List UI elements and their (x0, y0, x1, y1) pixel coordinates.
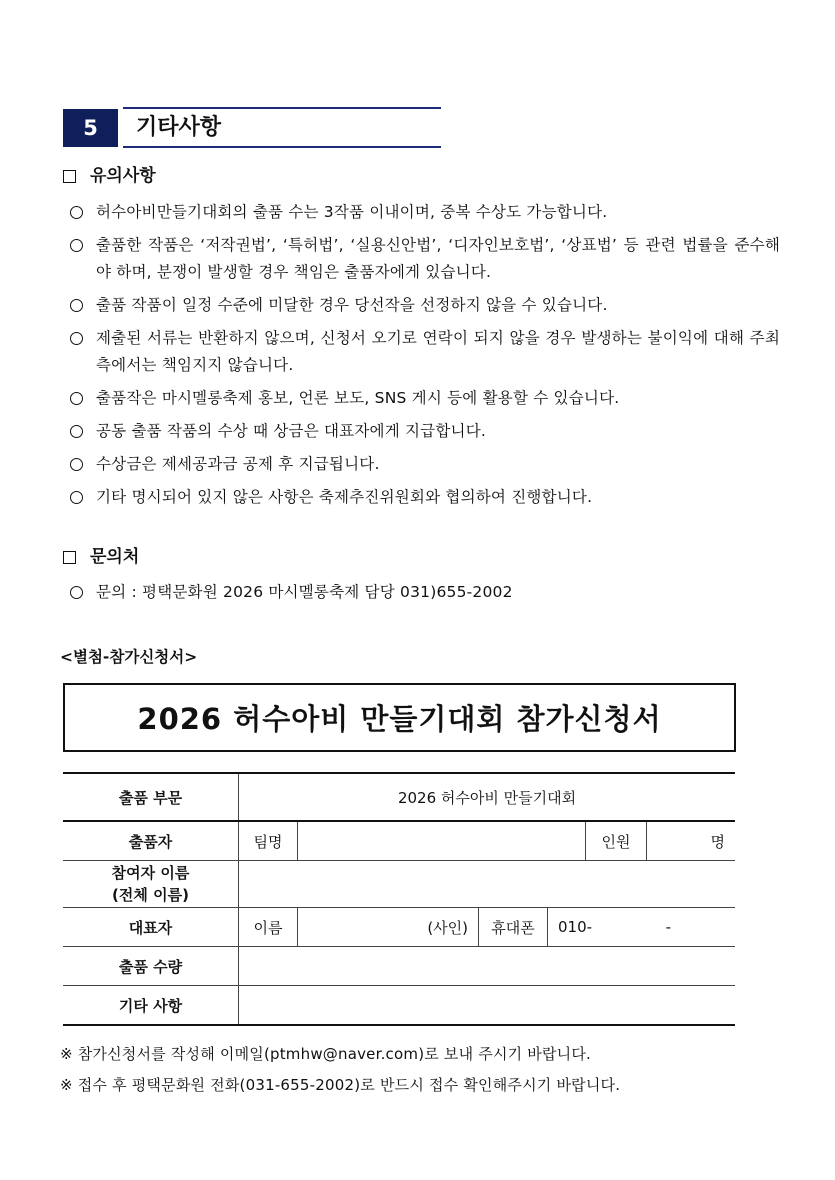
list-item (70, 451, 780, 478)
notes-heading-text: 유의사항 (90, 166, 156, 186)
circle-bullet-icon (70, 239, 83, 252)
team-name-label: 팀명 (239, 821, 298, 861)
application-form (63, 772, 735, 1026)
other-field[interactable] (239, 986, 736, 1026)
section-title: 기타사항 (136, 115, 222, 140)
footnote: ※ 접수 후 평택문화원 전화(031-655-2002)로 반드시 접수 확인해주시기 바랍니다. (60, 1076, 621, 1094)
contact-heading-text: 문의처 (90, 547, 140, 567)
circle-bullet-icon (70, 332, 83, 345)
contact-text: 문의 : 평택문화원 2026 마시멜롱축제 담당 031)655-2002 (96, 583, 513, 601)
section-number (63, 109, 118, 147)
note-text: 수상금은 제세공과금 공제 후 지급됩니다. (96, 455, 380, 473)
section-number-text: 5 (83, 116, 98, 140)
notes-list (70, 199, 780, 517)
list-item (70, 418, 780, 445)
circle-bullet-icon (70, 299, 83, 312)
circle-bullet-icon (70, 458, 83, 471)
participants-field[interactable] (239, 861, 736, 908)
section-rule-bottom (123, 146, 441, 148)
circle-bullet-icon (70, 491, 83, 504)
attachment-label: <별첨-참가신청서> (60, 648, 198, 666)
other-label: 기타 사항 (63, 986, 239, 1026)
checkbox-square-icon (63, 551, 76, 564)
note-text: 제출된 서류는 반환하지 않으며, 신청서 오기로 연락이 되지 않을 경우 발생하는 불이익에 대해 주최 측에서는 책임지지 않습니다. (96, 329, 780, 374)
circle-bullet-icon (70, 586, 83, 599)
quantity-label: 출품 수량 (63, 947, 239, 986)
note-text: 출품한 작품은 ‘저작권법’, ‘특허법’, ‘실용신안법’, ‘디자인보호법’, ‘상표법’ 등 관련 법률을 준수해야 하며, 분쟁이 발생할 경우 책임은 출품자에게 있습니다. (96, 236, 780, 281)
form-title-text: 2026 허수아비 만들기대회 참가신청서 (137, 702, 662, 736)
checkbox-square-icon (63, 170, 76, 183)
table-row (63, 773, 735, 821)
name-field[interactable] (298, 908, 479, 947)
circle-bullet-icon (70, 392, 83, 405)
name-label: 이름 (239, 908, 298, 947)
list-item (70, 292, 780, 319)
participants-label-line2: (전체 이름) (112, 886, 189, 904)
phone-dash: - (665, 918, 672, 936)
list-item (70, 385, 780, 412)
team-name-field[interactable] (298, 821, 586, 861)
note-text: 출품 작품이 일정 수준에 미달한 경우 당선작을 선정하지 않을 수 있습니다. (96, 296, 608, 314)
phone-field[interactable] (548, 908, 736, 947)
phone-prefix: 010- (558, 918, 593, 936)
table-row (63, 908, 735, 947)
category-value: 2026 허수아비 만들기대회 (239, 773, 736, 821)
list-item (70, 232, 780, 286)
footnote: ※ 참가신청서를 작성해 이메일(ptmhw@naver.com)로 보내 주시기 바랍니다. (60, 1045, 592, 1063)
note-text: 기타 명시되어 있지 않은 사항은 축제추진위원회와 협의하여 진행합니다. (96, 488, 593, 506)
section-rule-top (123, 107, 441, 109)
list-item (70, 484, 780, 511)
members-field[interactable] (647, 821, 736, 861)
members-label: 인원 (586, 821, 647, 861)
quantity-field[interactable] (239, 947, 736, 986)
entrant-label: 출품자 (63, 821, 239, 861)
circle-bullet-icon (70, 425, 83, 438)
note-text: 허수아비만들기대회의 출품 수는 3작품 이내이며, 중복 수상도 가능합니다. (96, 203, 608, 221)
list-item (70, 579, 780, 606)
table-row (63, 986, 735, 1026)
circle-bullet-icon (70, 206, 83, 219)
note-text: 공동 출품 작품의 수상 때 상금은 대표자에게 지급합니다. (96, 422, 486, 440)
category-label: 출품 부문 (63, 773, 239, 821)
participants-label-line1: 참여자 이름 (111, 864, 190, 882)
table-row (63, 861, 735, 908)
note-text: 출품작은 마시멜롱축제 홍보, 언론 보도, SNS 게시 등에 활용할 수 있습니다. (96, 389, 620, 407)
signature-label: (사인) (427, 918, 468, 937)
list-item (70, 199, 780, 226)
table-row (63, 947, 735, 986)
contact-info (70, 579, 780, 612)
contact-heading (63, 545, 139, 569)
participants-label (63, 861, 239, 908)
list-item (70, 325, 780, 379)
notes-heading (63, 164, 156, 188)
representative-label: 대표자 (63, 908, 239, 947)
form-title (63, 683, 736, 752)
table-row (63, 821, 735, 861)
members-unit: 명 (710, 832, 725, 851)
phone-label: 휴대폰 (479, 908, 548, 947)
